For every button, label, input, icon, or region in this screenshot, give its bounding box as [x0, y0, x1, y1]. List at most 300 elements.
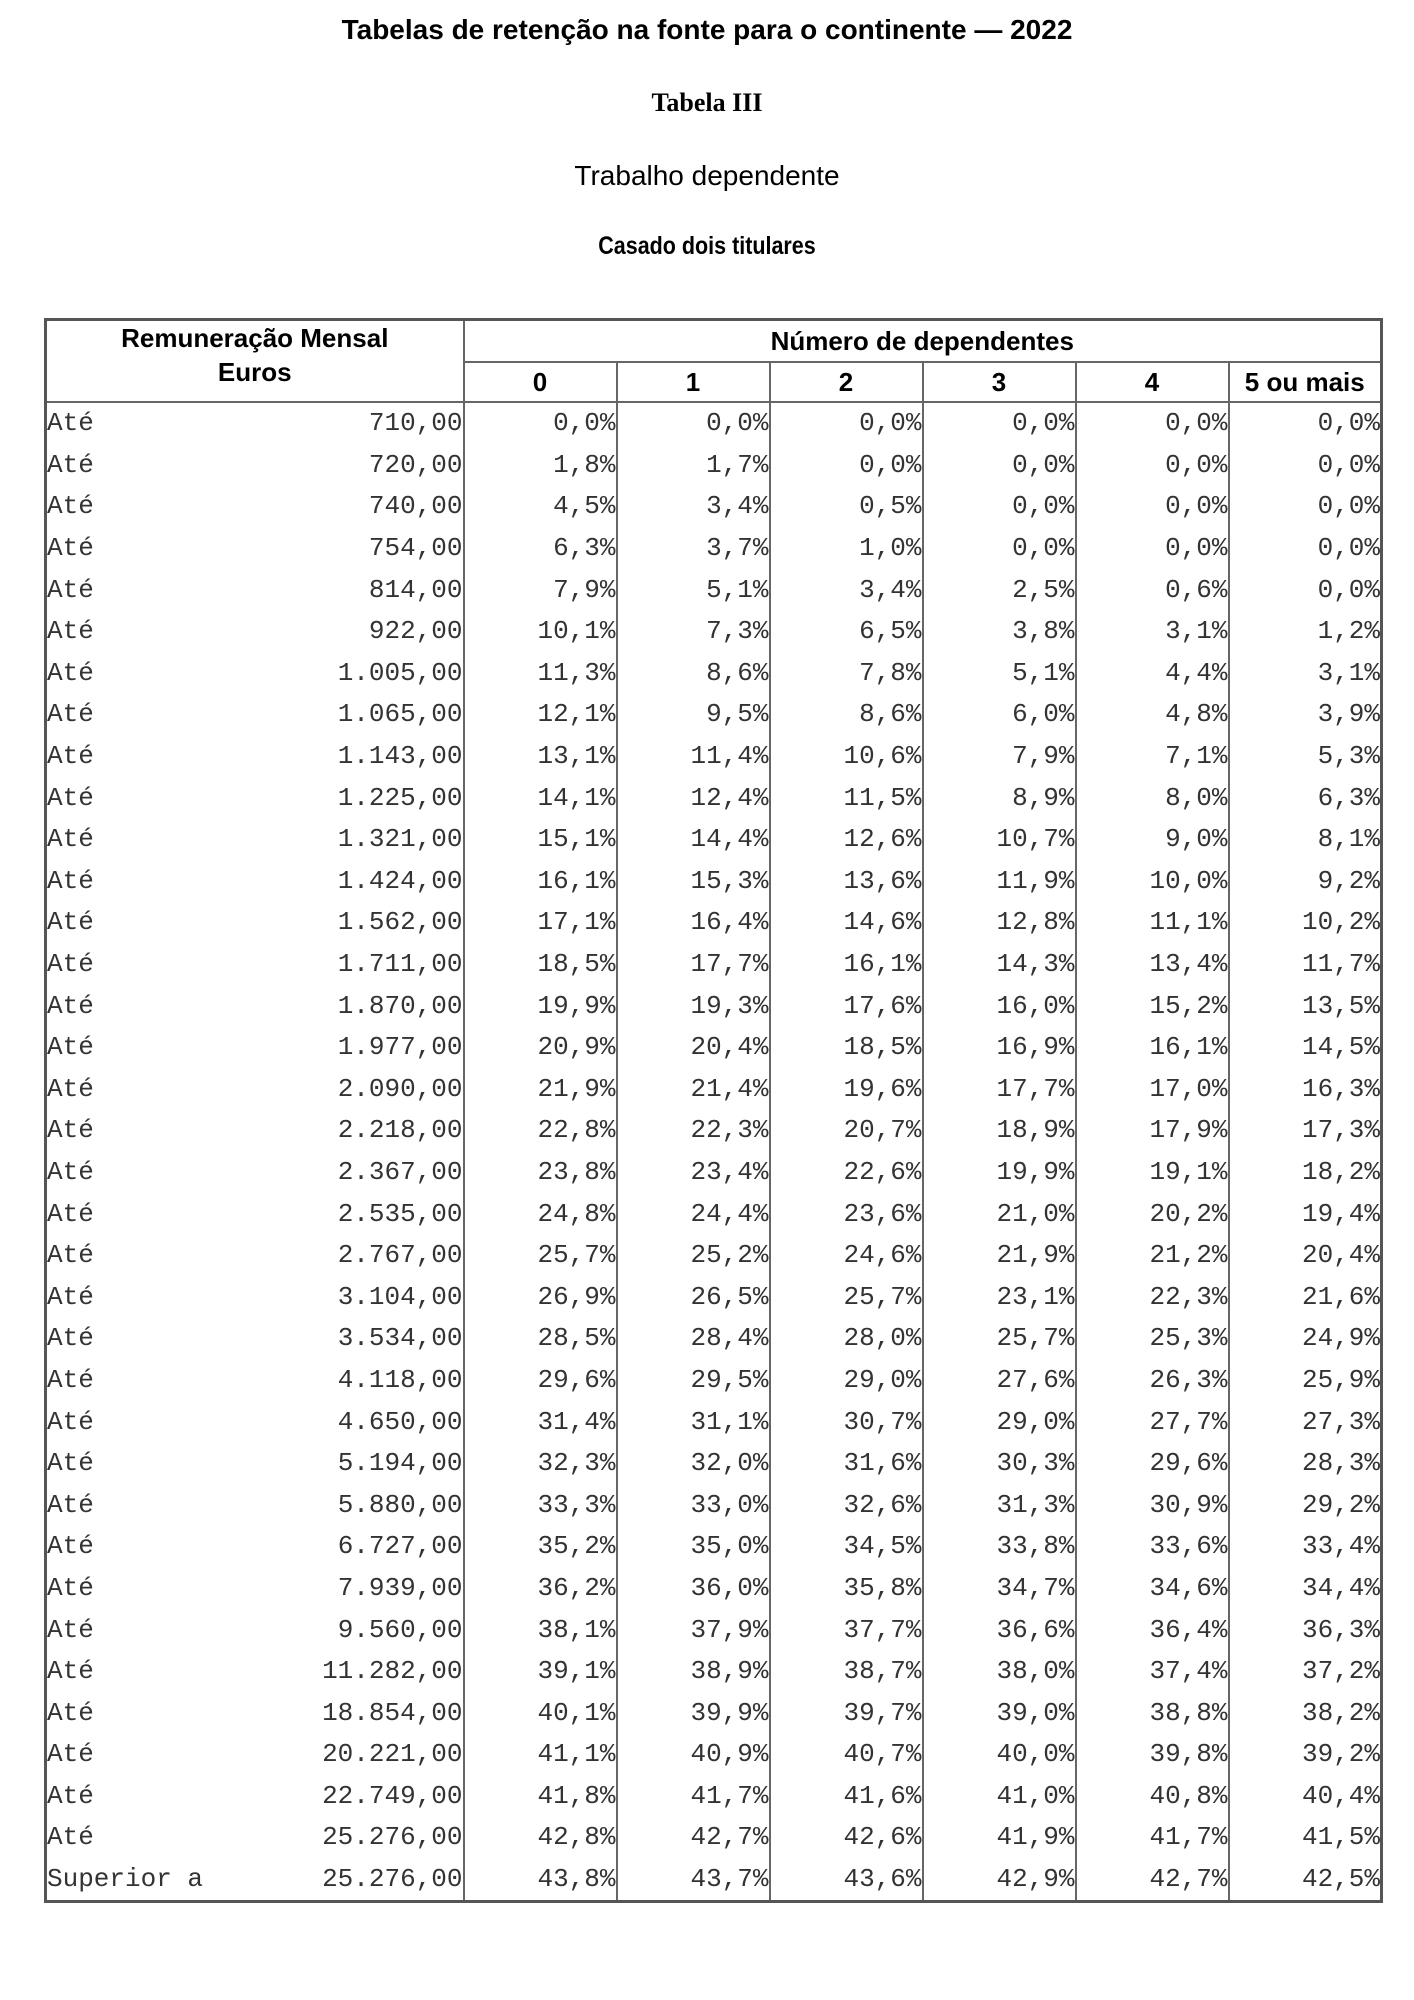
rate-cell: 17,1%: [464, 902, 617, 944]
rate-cell: 17,9%: [1076, 1110, 1229, 1152]
rate-cell: 0,0%: [770, 445, 923, 487]
rate-cell: 1,0%: [770, 528, 923, 570]
rate-cell: 39,2%: [1229, 1734, 1382, 1776]
rate-cell: 14,6%: [770, 902, 923, 944]
rate-cell: 20,2%: [1076, 1193, 1229, 1235]
category-heading: Trabalho dependente: [574, 160, 840, 191]
rate-cell: 6,3%: [1229, 777, 1382, 819]
rate-cell: 8,6%: [617, 653, 770, 695]
rate-cell: 18,9%: [923, 1110, 1076, 1152]
rate-cell: 10,1%: [464, 611, 617, 653]
bracket-amount: 710,00: [252, 402, 464, 445]
table-name: Tabela III: [651, 88, 763, 117]
rate-cell: 0,0%: [464, 402, 617, 445]
bracket-amount: 1.870,00: [252, 985, 464, 1027]
subcategory-heading: Casado dois titulares: [598, 232, 816, 260]
rate-cell: 16,1%: [770, 944, 923, 986]
bracket-amount: 1.143,00: [252, 736, 464, 778]
dependents-column-header: 4: [1076, 362, 1229, 402]
rate-cell: 39,0%: [923, 1692, 1076, 1734]
rate-cell: 0,0%: [923, 486, 1076, 528]
bracket-label: Até: [46, 653, 252, 695]
rate-cell: 42,8%: [464, 1817, 617, 1859]
rate-cell: 0,0%: [617, 402, 770, 445]
table-row: [46, 777, 1382, 819]
rate-cell: 42,7%: [617, 1817, 770, 1859]
bracket-label: Até: [46, 736, 252, 778]
rate-cell: 37,7%: [770, 1609, 923, 1651]
bracket-amount: 5.880,00: [252, 1484, 464, 1526]
rate-cell: 12,8%: [923, 902, 1076, 944]
bracket-label: Até: [46, 944, 252, 986]
rate-cell: 42,7%: [1076, 1859, 1229, 1902]
bracket-label: Até: [46, 569, 252, 611]
rate-cell: 32,0%: [617, 1443, 770, 1485]
rate-cell: 23,1%: [923, 1276, 1076, 1318]
rate-cell: 31,1%: [617, 1401, 770, 1443]
rate-cell: 15,2%: [1076, 985, 1229, 1027]
rate-cell: 33,6%: [1076, 1526, 1229, 1568]
rate-cell: 34,4%: [1229, 1568, 1382, 1610]
bracket-label: Até: [46, 1318, 252, 1360]
rate-cell: 41,5%: [1229, 1817, 1382, 1859]
table-row: [46, 694, 1382, 736]
rate-cell: 16,3%: [1229, 1069, 1382, 1111]
table-row: [46, 1193, 1382, 1235]
rate-cell: 25,3%: [1076, 1318, 1229, 1360]
table-row: [46, 902, 1382, 944]
bracket-label: Até: [46, 402, 252, 445]
bracket-amount: 25.276,00: [252, 1859, 464, 1902]
rate-cell: 41,9%: [923, 1817, 1076, 1859]
rate-cell: 38,2%: [1229, 1692, 1382, 1734]
rate-cell: 32,3%: [464, 1443, 617, 1485]
rate-cell: 5,1%: [923, 653, 1076, 695]
bracket-amount: 2.218,00: [252, 1110, 464, 1152]
rate-cell: 12,4%: [617, 777, 770, 819]
table-row: [46, 1110, 1382, 1152]
rate-cell: 40,0%: [923, 1734, 1076, 1776]
bracket-label: Até: [46, 1526, 252, 1568]
bracket-amount: 1.321,00: [252, 819, 464, 861]
rate-cell: 35,0%: [617, 1526, 770, 1568]
bracket-amount: 1.424,00: [252, 861, 464, 903]
rate-cell: 3,7%: [617, 528, 770, 570]
bracket-label: Até: [46, 1235, 252, 1277]
table-row: [46, 1069, 1382, 1111]
rate-cell: 0,0%: [1229, 445, 1382, 487]
rate-cell: 22,8%: [464, 1110, 617, 1152]
table-row: [46, 445, 1382, 487]
bracket-label: Até: [46, 611, 252, 653]
rate-cell: 2,5%: [923, 569, 1076, 611]
table-row: [46, 1651, 1382, 1693]
rate-cell: 19,9%: [923, 1152, 1076, 1194]
table-row: [46, 1776, 1382, 1818]
dependents-header: Número de dependentes: [464, 320, 1382, 363]
rate-cell: 7,9%: [923, 736, 1076, 778]
rate-cell: 19,9%: [464, 985, 617, 1027]
dependents-column-header: 3: [923, 362, 1076, 402]
bracket-amount: 754,00: [252, 528, 464, 570]
bracket-amount: 20.221,00: [252, 1734, 464, 1776]
bracket-amount: 4.118,00: [252, 1360, 464, 1402]
bracket-amount: 4.650,00: [252, 1401, 464, 1443]
rate-cell: 23,6%: [770, 1193, 923, 1235]
rate-cell: 31,6%: [770, 1443, 923, 1485]
rate-cell: 21,0%: [923, 1193, 1076, 1235]
rate-cell: 6,0%: [923, 694, 1076, 736]
rate-cell: 0,0%: [1229, 569, 1382, 611]
rate-cell: 26,3%: [1076, 1360, 1229, 1402]
rate-cell: 38,8%: [1076, 1692, 1229, 1734]
rate-cell: 15,1%: [464, 819, 617, 861]
rate-cell: 34,7%: [923, 1568, 1076, 1610]
rate-cell: 6,3%: [464, 528, 617, 570]
rate-cell: 41,7%: [617, 1776, 770, 1818]
rate-cell: 40,8%: [1076, 1776, 1229, 1818]
table-row: [46, 1360, 1382, 1402]
rate-cell: 40,1%: [464, 1692, 617, 1734]
bracket-amount: 1.711,00: [252, 944, 464, 986]
rate-cell: 24,8%: [464, 1193, 617, 1235]
rate-cell: 36,3%: [1229, 1609, 1382, 1651]
rate-cell: 0,0%: [923, 402, 1076, 445]
rate-cell: 43,8%: [464, 1859, 617, 1902]
bracket-label: Até: [46, 1817, 252, 1859]
rate-cell: 16,1%: [1076, 1027, 1229, 1069]
rate-cell: 29,0%: [770, 1360, 923, 1402]
rate-cell: 3,1%: [1076, 611, 1229, 653]
rate-cell: 16,0%: [923, 985, 1076, 1027]
rate-cell: 25,9%: [1229, 1360, 1382, 1402]
bracket-label: Até: [46, 1152, 252, 1194]
rate-cell: 24,6%: [770, 1235, 923, 1277]
bracket-amount: 922,00: [252, 611, 464, 653]
bracket-amount: 720,00: [252, 445, 464, 487]
rate-cell: 16,4%: [617, 902, 770, 944]
rate-cell: 28,3%: [1229, 1443, 1382, 1485]
rate-cell: 37,4%: [1076, 1651, 1229, 1693]
table-row: [46, 1152, 1382, 1194]
rate-cell: 21,9%: [923, 1235, 1076, 1277]
rate-cell: 14,1%: [464, 777, 617, 819]
table-row: [46, 1817, 1382, 1859]
dependents-column-header: 0: [464, 362, 617, 402]
bracket-label: Até: [46, 694, 252, 736]
bracket-amount: 6.727,00: [252, 1526, 464, 1568]
rate-cell: 41,0%: [923, 1776, 1076, 1818]
rate-cell: 17,7%: [923, 1069, 1076, 1111]
rate-cell: 0,0%: [923, 445, 1076, 487]
dependents-column-header: 5 ou mais: [1229, 362, 1382, 402]
rate-cell: 21,2%: [1076, 1235, 1229, 1277]
table-row: [46, 1484, 1382, 1526]
bracket-label: Até: [46, 1069, 252, 1111]
rate-cell: 21,9%: [464, 1069, 617, 1111]
rate-cell: 25,7%: [770, 1276, 923, 1318]
rate-cell: 39,7%: [770, 1692, 923, 1734]
rate-cell: 3,4%: [770, 569, 923, 611]
dependents-column-header: 1: [617, 362, 770, 402]
bracket-label: Até: [46, 1443, 252, 1485]
rate-cell: 30,7%: [770, 1401, 923, 1443]
rate-cell: 0,0%: [1229, 528, 1382, 570]
rate-cell: 12,6%: [770, 819, 923, 861]
rate-cell: 23,8%: [464, 1152, 617, 1194]
bracket-amount: 25.276,00: [252, 1817, 464, 1859]
rate-cell: 8,9%: [923, 777, 1076, 819]
rate-cell: 19,4%: [1229, 1193, 1382, 1235]
rate-cell: 25,7%: [464, 1235, 617, 1277]
rate-cell: 8,1%: [1229, 819, 1382, 861]
rate-cell: 34,6%: [1076, 1568, 1229, 1610]
rate-cell: 40,7%: [770, 1734, 923, 1776]
bracket-label: Até: [46, 1734, 252, 1776]
rate-cell: 33,3%: [464, 1484, 617, 1526]
rate-cell: 41,7%: [1076, 1817, 1229, 1859]
rate-cell: 1,7%: [617, 445, 770, 487]
rate-cell: 41,8%: [464, 1776, 617, 1818]
rate-cell: 31,4%: [464, 1401, 617, 1443]
rate-cell: 36,4%: [1076, 1609, 1229, 1651]
bracket-label: Até: [46, 861, 252, 903]
remuneration-header-line2: Euros: [217, 357, 292, 387]
table-row: [46, 611, 1382, 653]
rate-cell: 0,0%: [770, 402, 923, 445]
rate-cell: 7,9%: [464, 569, 617, 611]
rate-cell: 1,8%: [464, 445, 617, 487]
rate-cell: 30,9%: [1076, 1484, 1229, 1526]
rate-cell: 29,0%: [923, 1401, 1076, 1443]
table-row: [46, 1276, 1382, 1318]
rate-cell: 0,0%: [1076, 402, 1229, 445]
rate-cell: 29,6%: [1076, 1443, 1229, 1485]
rate-cell: 17,0%: [1076, 1069, 1229, 1111]
rate-cell: 3,4%: [617, 486, 770, 528]
remuneration-header: [46, 320, 464, 403]
rate-cell: 0,0%: [1229, 402, 1382, 445]
bracket-amount: 18.854,00: [252, 1692, 464, 1734]
bracket-amount: 9.560,00: [252, 1609, 464, 1651]
rate-cell: 12,1%: [464, 694, 617, 736]
table-row: [46, 1027, 1382, 1069]
bracket-label: Até: [46, 819, 252, 861]
rate-cell: 14,5%: [1229, 1027, 1382, 1069]
rate-cell: 39,1%: [464, 1651, 617, 1693]
bracket-label: Até: [46, 486, 252, 528]
rate-cell: 10,2%: [1229, 902, 1382, 944]
table-row: [46, 528, 1382, 570]
rate-cell: 20,7%: [770, 1110, 923, 1152]
rate-cell: 31,3%: [923, 1484, 1076, 1526]
bracket-amount: 22.749,00: [252, 1776, 464, 1818]
rate-cell: 26,9%: [464, 1276, 617, 1318]
table-row: [46, 1318, 1382, 1360]
rate-cell: 43,7%: [617, 1859, 770, 1902]
rate-cell: 32,6%: [770, 1484, 923, 1526]
rate-cell: 33,4%: [1229, 1526, 1382, 1568]
bracket-amount: 740,00: [252, 486, 464, 528]
rate-cell: 20,4%: [1229, 1235, 1382, 1277]
bracket-label: Superior a: [46, 1859, 252, 1902]
bracket-amount: 2.767,00: [252, 1235, 464, 1277]
table-row: [46, 1692, 1382, 1734]
rate-cell: 9,2%: [1229, 861, 1382, 903]
rate-cell: 7,1%: [1076, 736, 1229, 778]
rate-cell: 36,0%: [617, 1568, 770, 1610]
rate-cell: 15,3%: [617, 861, 770, 903]
rate-cell: 35,8%: [770, 1568, 923, 1610]
rate-cell: 39,8%: [1076, 1734, 1229, 1776]
rate-cell: 42,5%: [1229, 1859, 1382, 1902]
table-row: [46, 944, 1382, 986]
rate-cell: 14,3%: [923, 944, 1076, 986]
rate-cell: 27,3%: [1229, 1401, 1382, 1443]
bracket-amount: 1.562,00: [252, 902, 464, 944]
bracket-amount: 5.194,00: [252, 1443, 464, 1485]
remuneration-header-line1: Remuneração Mensal: [121, 323, 389, 353]
rate-cell: 42,9%: [923, 1859, 1076, 1902]
withholding-tax-table: [44, 318, 1383, 1903]
rate-cell: 40,9%: [617, 1734, 770, 1776]
rate-cell: 27,7%: [1076, 1401, 1229, 1443]
rate-cell: 10,7%: [923, 819, 1076, 861]
rate-cell: 10,6%: [770, 736, 923, 778]
bracket-label: Até: [46, 1651, 252, 1693]
table-row: [46, 985, 1382, 1027]
rate-cell: 16,9%: [923, 1027, 1076, 1069]
rate-cell: 9,5%: [617, 694, 770, 736]
bracket-amount: 2.535,00: [252, 1193, 464, 1235]
rate-cell: 0,5%: [770, 486, 923, 528]
rate-cell: 0,0%: [1076, 445, 1229, 487]
rate-cell: 20,4%: [617, 1027, 770, 1069]
document-title: Tabelas de retenção na fonte para o continente — 2022: [341, 14, 1073, 45]
table-row: [46, 736, 1382, 778]
rate-cell: 33,8%: [923, 1526, 1076, 1568]
rate-cell: 37,9%: [617, 1609, 770, 1651]
rate-cell: 38,0%: [923, 1651, 1076, 1693]
bracket-amount: 1.225,00: [252, 777, 464, 819]
bracket-amount: 2.090,00: [252, 1069, 464, 1111]
table-row: [46, 1443, 1382, 1485]
bracket-label: Até: [46, 985, 252, 1027]
table-row: [46, 1401, 1382, 1443]
rate-cell: 5,3%: [1229, 736, 1382, 778]
rate-cell: 0,6%: [1076, 569, 1229, 611]
bracket-label: Até: [46, 1401, 252, 1443]
rate-cell: 13,6%: [770, 861, 923, 903]
rate-cell: 11,3%: [464, 653, 617, 695]
rate-cell: 40,4%: [1229, 1776, 1382, 1818]
bracket-amount: 11.282,00: [252, 1651, 464, 1693]
rate-cell: 28,5%: [464, 1318, 617, 1360]
rate-cell: 3,1%: [1229, 653, 1382, 695]
rate-cell: 10,0%: [1076, 861, 1229, 903]
rate-cell: 18,5%: [770, 1027, 923, 1069]
table-row: [46, 486, 1382, 528]
rate-cell: 13,1%: [464, 736, 617, 778]
rate-cell: 38,9%: [617, 1651, 770, 1693]
rate-cell: 41,6%: [770, 1776, 923, 1818]
rate-cell: 23,4%: [617, 1152, 770, 1194]
rate-cell: 6,5%: [770, 611, 923, 653]
rate-cell: 7,3%: [617, 611, 770, 653]
bracket-amount: 814,00: [252, 569, 464, 611]
bracket-amount: 7.939,00: [252, 1568, 464, 1610]
bracket-amount: 1.065,00: [252, 694, 464, 736]
bracket-amount: 1.005,00: [252, 653, 464, 695]
rate-cell: 29,2%: [1229, 1484, 1382, 1526]
bracket-label: Até: [46, 1027, 252, 1069]
rate-cell: 18,5%: [464, 944, 617, 986]
rate-cell: 14,4%: [617, 819, 770, 861]
bracket-label: Até: [46, 1276, 252, 1318]
rate-cell: 33,0%: [617, 1484, 770, 1526]
rate-cell: 8,6%: [770, 694, 923, 736]
dependents-column-header: 2: [770, 362, 923, 402]
rate-cell: 28,4%: [617, 1318, 770, 1360]
table-row: [46, 653, 1382, 695]
table-row: [46, 1568, 1382, 1610]
table-row: [46, 1609, 1382, 1651]
rate-cell: 29,5%: [617, 1360, 770, 1402]
rate-cell: 22,3%: [617, 1110, 770, 1152]
rate-cell: 11,9%: [923, 861, 1076, 903]
rate-cell: 42,6%: [770, 1817, 923, 1859]
rate-cell: 7,8%: [770, 653, 923, 695]
rate-cell: 28,0%: [770, 1318, 923, 1360]
rate-cell: 22,6%: [770, 1152, 923, 1194]
rate-cell: 36,6%: [923, 1609, 1076, 1651]
bracket-label: Até: [46, 445, 252, 487]
rate-cell: 4,8%: [1076, 694, 1229, 736]
rate-cell: 25,7%: [923, 1318, 1076, 1360]
rate-cell: 26,5%: [617, 1276, 770, 1318]
bracket-label: Até: [46, 1110, 252, 1152]
bracket-label: Até: [46, 1692, 252, 1734]
rate-cell: 11,7%: [1229, 944, 1382, 986]
bracket-label: Até: [46, 777, 252, 819]
rate-cell: 0,0%: [1229, 486, 1382, 528]
rate-cell: 11,4%: [617, 736, 770, 778]
rate-cell: 38,7%: [770, 1651, 923, 1693]
table-row: [46, 1859, 1382, 1902]
rate-cell: 17,3%: [1229, 1110, 1382, 1152]
bracket-amount: 3.534,00: [252, 1318, 464, 1360]
rate-cell: 24,9%: [1229, 1318, 1382, 1360]
rate-cell: 13,5%: [1229, 985, 1382, 1027]
rate-cell: 37,2%: [1229, 1651, 1382, 1693]
rate-cell: 17,7%: [617, 944, 770, 986]
bracket-label: Até: [46, 1568, 252, 1610]
rate-cell: 21,4%: [617, 1069, 770, 1111]
rate-cell: 36,2%: [464, 1568, 617, 1610]
table-row: [46, 819, 1382, 861]
bracket-label: Até: [46, 528, 252, 570]
rate-cell: 19,3%: [617, 985, 770, 1027]
rate-cell: 16,1%: [464, 861, 617, 903]
rate-cell: 9,0%: [1076, 819, 1229, 861]
rate-cell: 41,1%: [464, 1734, 617, 1776]
rate-cell: 18,2%: [1229, 1152, 1382, 1194]
table-row: [46, 1235, 1382, 1277]
rate-cell: 43,6%: [770, 1859, 923, 1902]
rate-cell: 19,1%: [1076, 1152, 1229, 1194]
rate-cell: 0,0%: [1076, 528, 1229, 570]
rate-cell: 11,1%: [1076, 902, 1229, 944]
